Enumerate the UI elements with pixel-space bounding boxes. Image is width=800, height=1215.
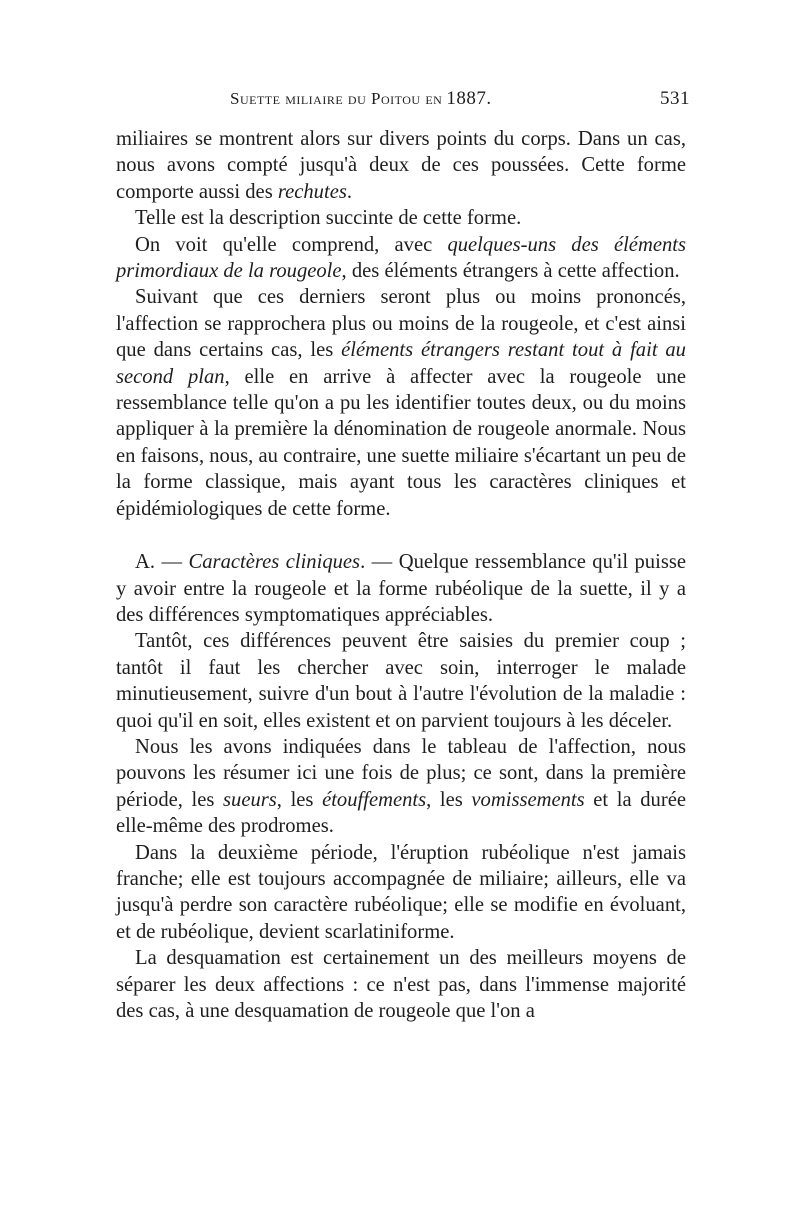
- paragraph-7-italic-etouffements: étouffements: [322, 788, 427, 811]
- paragraph-9: La desquamation est certainement un des meilleurs moyens de séparer les deux affections : ce n'est pas, dans l'immense majorité des cas, à une desquamation de rougeole que l'on a: [116, 947, 686, 1022]
- paragraph-5-text-a: A. —: [135, 551, 189, 574]
- page-number: 531: [660, 88, 690, 109]
- paragraph-4-italic: éléments étrangers restant tout à fait au second plan: [116, 339, 686, 388]
- paragraph-7-text-d: et la durée elle-même des prodromes.: [116, 788, 686, 838]
- paragraph-4-text-a: Suivant que ces derniers seront plus ou moins prononcés, l'affection se rapprochera plus ou moins de la rougeole, et c'est ainsi que dans certains cas, les: [116, 286, 686, 362]
- paragraph-7-italic-vomissements: vomissements: [471, 788, 585, 811]
- paragraph-4-text-b: , elle en arrive à affecter avec la rougeole une ressemblance telle qu'on a pu les identifier toutes deux, ou du moins appliquer à la première la dénomination de rougeole anormale. Nous en faisons, nous, au contraire, une suette miliaire s'écartant un peu de la forme classique, mais ayant tous les caractères cliniques et épidémiologiques de cette forme.: [116, 365, 686, 520]
- paragraph-4: [116, 284, 686, 522]
- section-heading-caracteres-cliniques: Caractères cliniques: [188, 551, 361, 574]
- running-title-year: 1887.: [446, 88, 492, 109]
- paragraph-7: [116, 734, 686, 840]
- paragraph-8: Dans la deuxième période, l'éruption rubéolique n'est jamais franche; elle est toujours accompagnée de miliaire; ailleurs, elle va jusqu'à perdre son caractère rubéolique; elle se modifie en évoluant, et de rubéolique, devient scarlatiniforme.: [116, 841, 686, 943]
- paragraph-1: [116, 126, 686, 205]
- paragraph-5-text-b: . — Quelque ressemblance qu'il puisse y avoir entre la rougeole et la forme rubéolique de la suette, il y a des différences symptomatiques appréciables.: [116, 551, 686, 626]
- running-title-text: Suette miliaire du Poitou en: [230, 89, 443, 108]
- paragraph-5-section-a: [116, 549, 686, 628]
- paragraph-1-italic: rechutes: [277, 180, 347, 203]
- paragraph-1-text-a: miliaires se montrent alors sur divers points du corps. Dans un cas, nous avons compté jusqu'à deux de ces poussées. Cette forme comporte aussi des: [116, 128, 686, 203]
- paragraph-3-text-b: , des éléments étrangers à cette affection.: [341, 260, 680, 283]
- paragraph-2: Telle est la description succinte de cette forme.: [135, 207, 522, 230]
- paragraph-3-text-a: On voit qu'elle comprend, avec: [135, 233, 448, 256]
- paragraph-3-italic: quelques-uns des éléments primordiaux de la rougeole: [116, 233, 686, 283]
- document-page: [116, 88, 690, 1024]
- paragraph-3: [116, 232, 686, 285]
- paragraph-1-text-b: .: [346, 180, 353, 203]
- running-header: [116, 88, 690, 126]
- paragraph-7-italic-sueurs: sueurs: [223, 788, 277, 811]
- running-title: [230, 88, 492, 110]
- paragraph-7-text-b: , les: [276, 788, 323, 811]
- paragraph-6: Tantôt, ces différences peuvent être saisies du premier coup ; tantôt il faut les chercher avec soin, interroger le malade minutieusement, suivre d'un bout à l'autre l'évolution de la maladie : quoi qu'il en soit, elles existent et on parvient toujours à les déceler.: [116, 630, 686, 732]
- paragraph-7-text-a: Nous les avons indiquées dans le tableau de l'affection, nous pouvons les résumer ici une fois de plus; ce sont, dans la première période, les: [116, 735, 686, 811]
- paragraph-7-text-c: , les: [426, 788, 472, 811]
